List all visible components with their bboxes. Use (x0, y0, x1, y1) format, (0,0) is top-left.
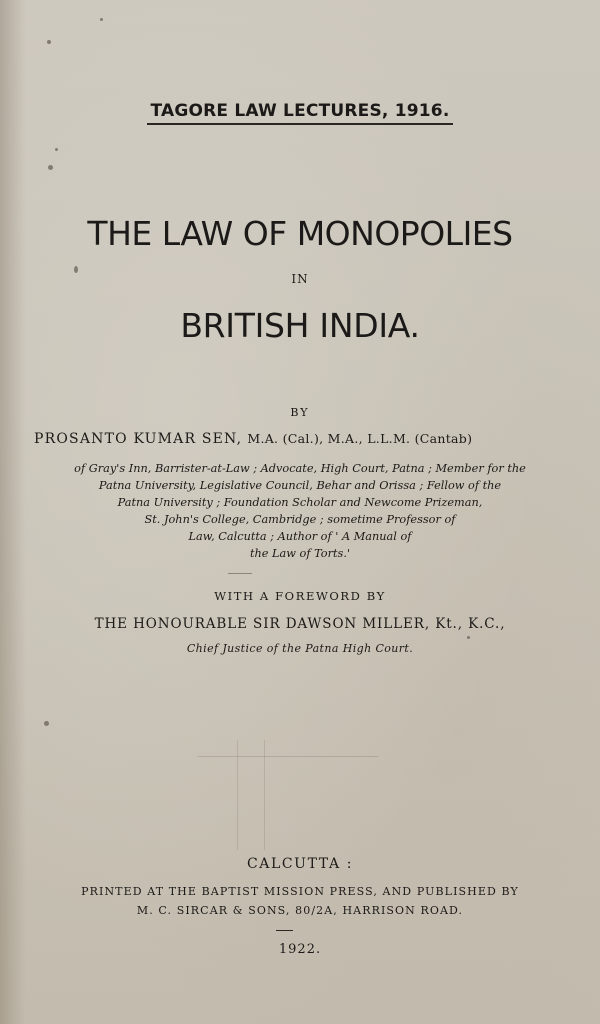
faint-show-through-line (198, 756, 378, 757)
author-credential-line: of Gray's Inn, Barrister-at-Law ; Advocate, High Court, Patna ; Member for the (74, 462, 526, 475)
series-heading-text: TAGORE LAW LECTURES, 1916. (147, 101, 454, 125)
author-line (34, 431, 472, 447)
book-title: THE LAW OF MONOPOLIES (87, 214, 513, 253)
imprint-publisher: M. C. SIRCAR & SONS, 80/2A, HARRISON ROAD. (136, 904, 464, 917)
year-divider (276, 930, 293, 931)
title-connector: IN (291, 272, 309, 286)
author-name: PROSANTO KUMAR SEN, (34, 431, 243, 447)
section-divider (228, 573, 252, 574)
book-subtitle: BRITISH INDIA. (180, 306, 420, 345)
foreword-author: THE HONOURABLE SIR DAWSON MILLER, Kt., K.C., (94, 616, 506, 632)
faint-show-through-line (264, 740, 265, 850)
imprint-printer: PRINTED AT THE BAPTIST MISSION PRESS, AND PUBLISHED BY (81, 885, 519, 898)
imprint-city: CALCUTTA : (246, 856, 354, 872)
author-credential-line: St. John's College, Cambridge ; sometime Professor of (144, 513, 456, 526)
paper-speck (48, 165, 53, 170)
by-label: BY (290, 406, 310, 419)
paper-speck (55, 148, 58, 151)
paper-speck (100, 18, 103, 21)
faint-show-through-line (237, 740, 238, 850)
imprint-year: 1922. (278, 942, 322, 957)
series-heading (0, 101, 600, 125)
foreword-intro: WITH A FOREWORD BY (214, 589, 386, 603)
author-credential-line: Law, Calcutta ; Author of ' A Manual of (188, 530, 412, 543)
foreword-author-role: Chief Justice of the Patna High Court. (186, 642, 414, 655)
author-credential-line: the Law of Torts.' (249, 547, 351, 560)
paper-speck (467, 636, 470, 639)
paper-speck (47, 40, 51, 44)
author-degrees: M.A. (Cal.), M.A., L.L.M. (Cantab) (247, 431, 473, 446)
author-credential-line: Patna University, Legislative Council, Behar and Orissa ; Fellow of the (98, 479, 502, 492)
paper-speck (44, 721, 49, 726)
author-credential-line: Patna University ; Foundation Scholar and Newcome Prizeman, (117, 496, 483, 509)
